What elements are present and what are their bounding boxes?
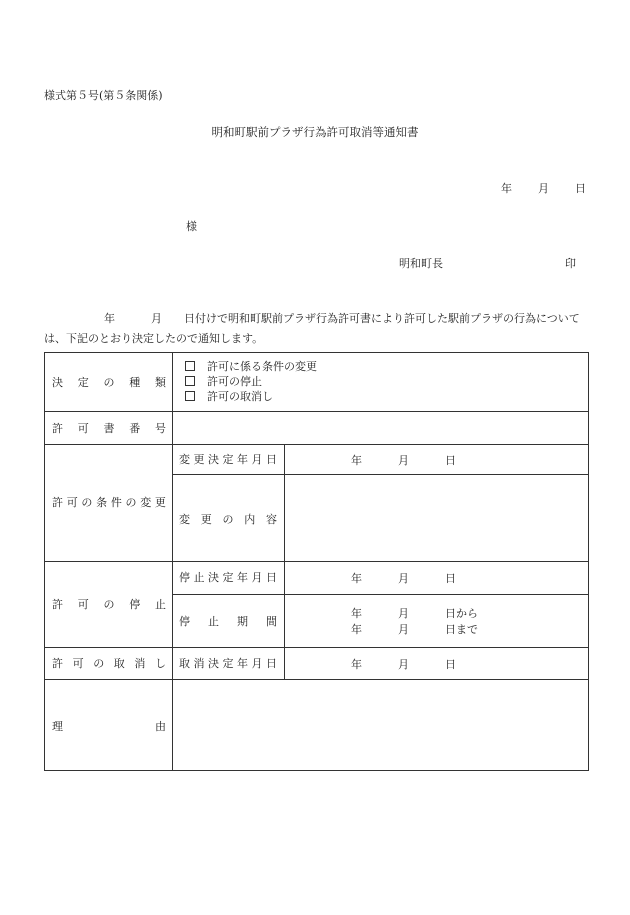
label-char: 更: [154, 496, 166, 509]
label-char: の: [93, 657, 105, 670]
suspension-label: [52, 595, 166, 613]
label-char: 可: [66, 496, 78, 509]
condition-change-label: [52, 493, 166, 511]
label-char: 定: [222, 571, 234, 584]
label-char: 許: [52, 496, 63, 509]
addressee-suffix: 様: [186, 220, 197, 233]
label-char: 決: [208, 657, 219, 670]
label-char: 決: [208, 453, 219, 466]
cancellation-date-label: [179, 654, 277, 672]
label-char: 号: [155, 422, 166, 435]
suspension-period-from[interactable]: 年 月 日から: [351, 607, 478, 620]
label-char: 日: [266, 657, 277, 670]
suspension-date-value[interactable]: 年 月 日: [351, 572, 456, 585]
label-char: 可: [77, 422, 89, 435]
date-month: 月: [538, 182, 549, 195]
label-char: 月: [251, 657, 263, 670]
suspension-period-label: [179, 612, 277, 630]
label-char: 類: [155, 376, 166, 389]
label-char: の: [103, 376, 115, 389]
label-char: 変: [179, 453, 190, 466]
label-char: 書: [103, 422, 115, 435]
decision-options: [185, 359, 317, 404]
label-char: 条: [96, 496, 108, 509]
label-char: 定: [222, 453, 234, 466]
decision-type-label: [52, 373, 166, 391]
label-char: 変: [140, 496, 152, 509]
label-char: 停: [129, 598, 141, 611]
label-char: 日: [266, 571, 277, 584]
label-char: 取: [113, 657, 125, 670]
body-year: 年: [104, 312, 115, 325]
label-char: 許: [52, 422, 63, 435]
label-char: 由: [155, 720, 166, 733]
permit-number-field[interactable]: [173, 412, 588, 444]
label-char: 止: [208, 615, 219, 628]
label-char: 種: [129, 376, 141, 389]
checkbox-icon: [185, 361, 195, 371]
issue-date: [501, 180, 586, 196]
label-char: し: [154, 657, 166, 670]
date-day: 日: [575, 182, 586, 195]
label-char: 更: [193, 453, 205, 466]
notice-body: [44, 309, 588, 349]
change-date-label: [179, 450, 277, 468]
label-char: 年: [237, 657, 248, 670]
label-char: 停: [179, 615, 190, 628]
label-char: の: [125, 496, 137, 509]
label-char: 年: [237, 453, 248, 466]
checkbox-icon: [185, 376, 195, 386]
label-char: 可: [72, 657, 84, 670]
suspension-period-until[interactable]: 年 月 日まで: [351, 623, 478, 636]
body-month: 月: [151, 312, 162, 325]
decision-table: [44, 352, 589, 771]
label-char: 停: [179, 571, 190, 584]
option-suspension[interactable]: 許可の停止: [185, 374, 317, 389]
label-char: 消: [193, 657, 205, 670]
label-char: の: [103, 598, 115, 611]
label-char: 間: [266, 615, 277, 628]
form-number: 様式第５号(第５条関係): [44, 89, 163, 102]
reason-field[interactable]: [173, 680, 588, 770]
label-char: 許: [52, 657, 63, 670]
label-char: 年: [237, 571, 248, 584]
seal-mark: 印: [565, 257, 576, 270]
label-char: 件: [110, 496, 122, 509]
label-char: 許: [52, 598, 63, 611]
label-char: 取: [179, 657, 190, 670]
label-char: 期: [237, 615, 248, 628]
label-char: 決: [52, 376, 63, 389]
label-char: 月: [251, 453, 263, 466]
label-char: 決: [208, 571, 219, 584]
change-content-field[interactable]: [285, 475, 588, 561]
label-char: 定: [222, 657, 234, 670]
option-condition-change[interactable]: 許可に係る条件の変更: [185, 359, 317, 374]
label-char: 止: [155, 598, 166, 611]
label-char: 定: [77, 376, 89, 389]
suspension-date-label: [179, 568, 277, 586]
issuer-name: 明和町長: [399, 257, 443, 270]
label-char: の: [222, 513, 234, 526]
label-char: 可: [77, 598, 89, 611]
label-char: 止: [193, 571, 205, 584]
label-char: 理: [52, 720, 63, 733]
change-date-value[interactable]: 年 月 日: [351, 454, 456, 467]
change-content-label: [179, 510, 277, 528]
cancellation-label: [52, 654, 166, 672]
label-char: 番: [129, 422, 141, 435]
body-rest: 日付けで明和町駅前プラザ行為許可書により許可した駅前プラザの行為については、下記のとおり決定したので通知します。: [44, 312, 580, 345]
cancellation-date-value[interactable]: 年 月 日: [351, 658, 456, 671]
document-title: 明和町駅前プラザ行為許可取消等通知書: [211, 125, 419, 139]
label-char: 月: [251, 571, 263, 584]
date-year: 年: [501, 182, 512, 195]
permit-number-label: [52, 419, 166, 437]
label-char: の: [81, 496, 93, 509]
label-char: 日: [266, 453, 277, 466]
label-char: 更: [200, 513, 212, 526]
reason-label: [52, 717, 166, 735]
checkbox-icon: [185, 391, 195, 401]
option-cancellation[interactable]: 許可の取消し: [185, 389, 317, 404]
label-char: 容: [266, 513, 277, 526]
label-char: 変: [179, 513, 190, 526]
label-char: 消: [134, 657, 146, 670]
label-char: 内: [244, 513, 256, 526]
